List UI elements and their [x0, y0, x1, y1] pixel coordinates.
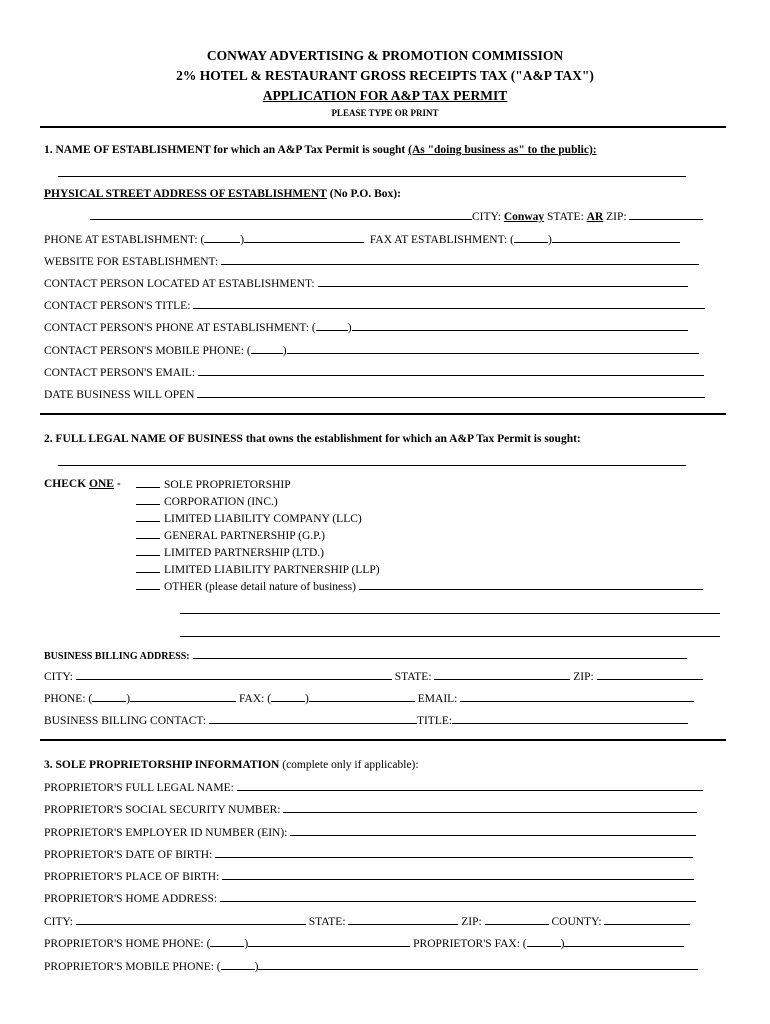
- billing-address-row: BUSINESS BILLING ADDRESS:: [44, 648, 687, 664]
- establishment-name-field[interactable]: [58, 166, 686, 181]
- other-detail-line-2[interactable]: [180, 603, 720, 618]
- establishment-fax-field[interactable]: [552, 232, 680, 243]
- open-date-row: DATE BUSINESS WILL OPEN: [44, 387, 705, 402]
- contact-mobile-row: CONTACT PERSON'S MOBILE PHONE: ( ): [44, 343, 699, 358]
- phone-fax-row: PHONE AT ESTABLISHMENT: ( ) FAX AT ESTABLISHMENT: ( ): [44, 232, 680, 247]
- proprietor-ssn-row: PROPRIETOR'S SOCIAL SECURITY NUMBER:: [44, 802, 697, 817]
- billing-fax-field[interactable]: [309, 691, 415, 702]
- entity-option-limited-partnership[interactable]: LIMITED PARTNERSHIP (LTD.): [136, 545, 324, 560]
- proprietor-fax-field[interactable]: [564, 936, 684, 947]
- proprietor-pob-field[interactable]: [222, 869, 694, 880]
- header-instruction: PLEASE TYPE OR PRINT: [331, 108, 439, 118]
- entity-option-sole-proprietorship[interactable]: SOLE PROPRIETORSHIP: [136, 477, 291, 492]
- proprietor-pob-row: PROPRIETOR'S PLACE OF BIRTH:: [44, 869, 694, 884]
- section-divider: [40, 126, 726, 128]
- other-detail-field[interactable]: [359, 579, 703, 590]
- proprietor-ein-field[interactable]: [290, 825, 696, 836]
- contact-person-row: CONTACT PERSON LOCATED AT ESTABLISHMENT:: [44, 276, 688, 291]
- contact-phone-field[interactable]: [352, 320, 688, 331]
- proprietor-city-field[interactable]: [76, 914, 306, 925]
- billing-city-row: CITY: STATE: ZIP:: [44, 669, 703, 684]
- checkbox[interactable]: [136, 511, 160, 522]
- billing-address-field[interactable]: [193, 648, 687, 659]
- billing-phone-field[interactable]: [130, 691, 236, 702]
- proprietor-city-row: CITY: STATE: ZIP: COUNTY:: [44, 914, 690, 929]
- section-divider: [40, 739, 726, 741]
- header-commission: CONWAY ADVERTISING & PROMOTION COMMISSION: [206, 48, 564, 63]
- proprietor-phone-row: PROPRIETOR'S HOME PHONE: ( ) PROPRIETOR'S FAX: ( ): [44, 936, 684, 951]
- entity-option-corporation[interactable]: CORPORATION (INC.): [136, 494, 278, 509]
- proprietor-home-address-field[interactable]: [220, 891, 696, 902]
- entity-option-llc[interactable]: LIMITED LIABILITY COMPANY (LLC): [136, 511, 362, 526]
- section1-title: 1. NAME OF ESTABLISHMENT for which an A&P Tax Permit is sought (As "doing business as" to the public):: [44, 144, 597, 156]
- street-address-field[interactable]: [90, 209, 472, 220]
- legal-name-field[interactable]: [58, 455, 686, 470]
- establishment-phone-field[interactable]: [244, 232, 364, 243]
- proprietor-home-address-row: PROPRIETOR'S HOME ADDRESS:: [44, 891, 696, 906]
- checkbox[interactable]: [136, 562, 160, 573]
- address-heading: PHYSICAL STREET ADDRESS OF ESTABLISHMENT (No P.O. Box):: [44, 188, 401, 200]
- billing-email-field[interactable]: [460, 691, 694, 702]
- section3-title: 3. SOLE PROPRIETORSHIP INFORMATION (complete only if applicable):: [44, 759, 419, 771]
- contact-person-field[interactable]: [318, 276, 688, 287]
- website-field[interactable]: [221, 254, 699, 265]
- entity-option-general-partnership[interactable]: GENERAL PARTNERSHIP (G.P.): [136, 528, 325, 543]
- proprietor-dob-row: PROPRIETOR'S DATE OF BIRTH:: [44, 847, 693, 862]
- contact-title-row: CONTACT PERSON'S TITLE:: [44, 298, 705, 313]
- page-title: APPLICATION FOR A&P TAX PERMIT: [262, 88, 508, 103]
- billing-contact-row: BUSINESS BILLING CONTACT: TITLE:: [44, 713, 688, 728]
- address-row: CITY: Conway STATE: AR ZIP:: [90, 209, 703, 224]
- contact-mobile-field[interactable]: [287, 343, 699, 354]
- billing-zip-field[interactable]: [597, 669, 703, 680]
- contact-title-field[interactable]: [193, 298, 705, 309]
- billing-phone-row: PHONE: ( ) FAX: ( ) EMAIL:: [44, 691, 694, 706]
- proprietor-state-field[interactable]: [348, 914, 458, 925]
- proprietor-mobile-row: PROPRIETOR'S MOBILE PHONE: ( ): [44, 959, 698, 974]
- checkbox[interactable]: [136, 477, 160, 488]
- open-date-field[interactable]: [197, 387, 705, 398]
- checkbox[interactable]: [136, 494, 160, 505]
- proprietor-home-phone-field[interactable]: [248, 936, 410, 947]
- proprietor-dob-field[interactable]: [215, 847, 693, 858]
- proprietor-county-field[interactable]: [604, 914, 690, 925]
- section-divider: [40, 413, 726, 415]
- checkbox[interactable]: [136, 545, 160, 556]
- zip-field[interactable]: [629, 209, 703, 220]
- billing-contact-title-field[interactable]: [452, 713, 688, 724]
- entity-option-other[interactable]: OTHER (please detail nature of business): [136, 579, 703, 594]
- section2-title: 2. FULL LEGAL NAME OF BUSINESS that owns the establishment for which an A&P Tax Permit is sought:: [44, 433, 581, 445]
- entity-option-llp[interactable]: LIMITED LIABILITY PARTNERSHIP (LLP): [136, 562, 380, 577]
- form-header: [0, 46, 770, 120]
- proprietor-ssn-field[interactable]: [283, 802, 697, 813]
- checkbox[interactable]: [136, 579, 160, 590]
- proprietor-ein-row: PROPRIETOR'S EMPLOYER ID NUMBER (EIN):: [44, 825, 696, 840]
- billing-contact-field[interactable]: [209, 713, 417, 724]
- contact-phone-row: CONTACT PERSON'S PHONE AT ESTABLISHMENT: ( ): [44, 320, 688, 335]
- proprietor-name-row: PROPRIETOR'S FULL LEGAL NAME:: [44, 780, 703, 795]
- state-value: AR: [586, 211, 604, 223]
- header-tax-name: 2% HOTEL & RESTAURANT GROSS RECEIPTS TAX ("A&P TAX"): [176, 68, 594, 83]
- city-value: Conway: [503, 211, 545, 223]
- proprietor-name-field[interactable]: [237, 780, 703, 791]
- billing-state-field[interactable]: [434, 669, 570, 680]
- checkbox[interactable]: [136, 528, 160, 539]
- check-one-label: CHECK ONE -: [44, 478, 121, 490]
- proprietor-zip-field[interactable]: [485, 914, 549, 925]
- other-detail-line-3[interactable]: [180, 626, 720, 641]
- contact-email-field[interactable]: [198, 365, 704, 376]
- proprietor-mobile-field[interactable]: [258, 959, 698, 970]
- billing-city-field[interactable]: [76, 669, 392, 680]
- website-row: WEBSITE FOR ESTABLISHMENT:: [44, 254, 699, 269]
- contact-email-row: CONTACT PERSON'S EMAIL:: [44, 365, 704, 380]
